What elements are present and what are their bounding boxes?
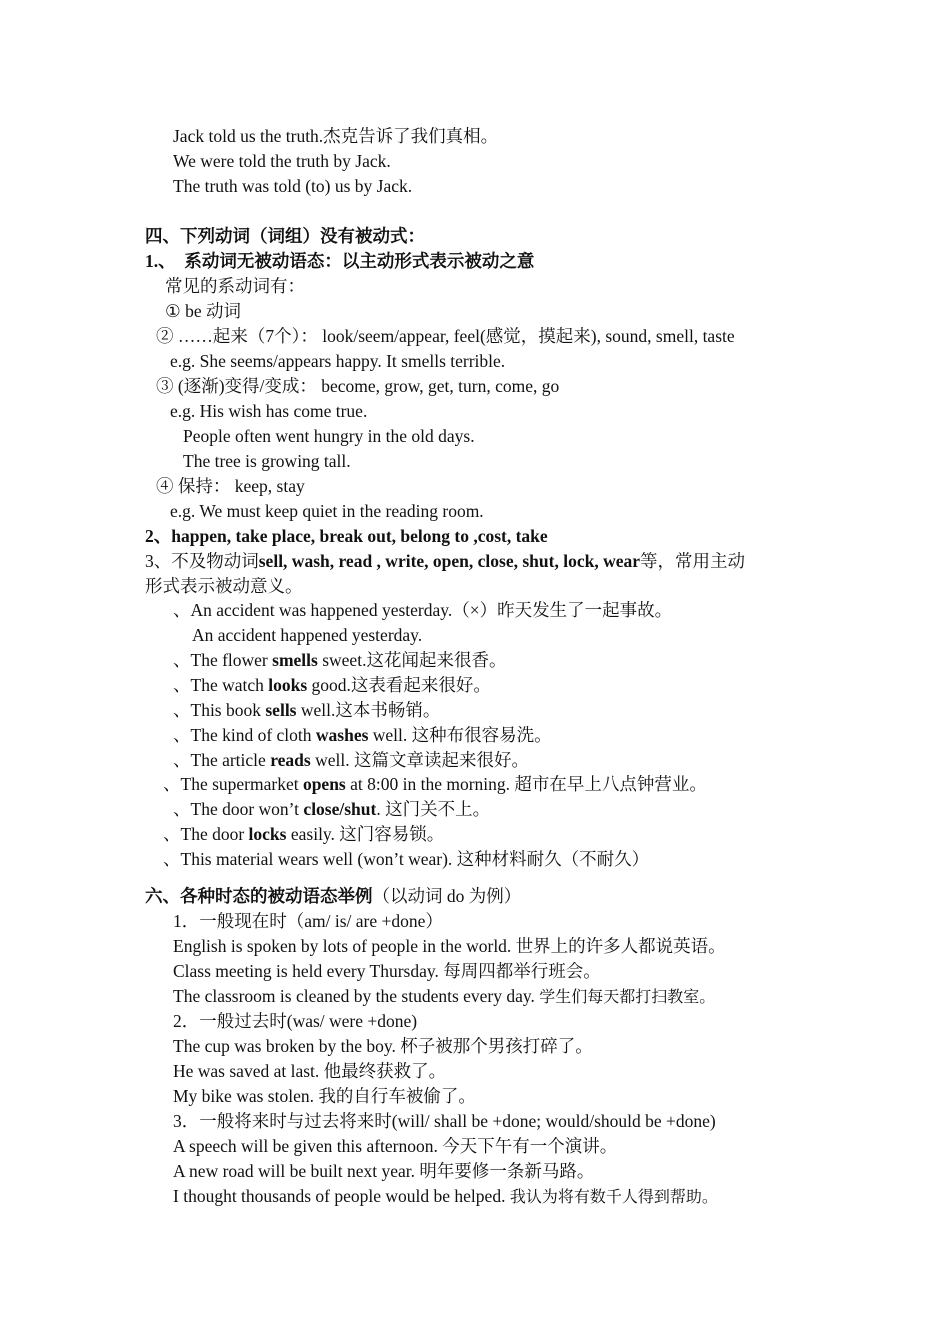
bold-segment: looks	[268, 675, 308, 695]
text-segment: I thought thousands of people would be helped.	[173, 1186, 510, 1206]
example-line	[163, 772, 707, 796]
text-segment: （以动词 do 为例）	[372, 886, 522, 906]
text-segment: 、The watch	[173, 675, 269, 695]
text-segment: . 这门关不上。	[376, 799, 491, 819]
example-line: He was saved at last. 他最终获救了。	[173, 1061, 447, 1081]
example-line	[173, 673, 491, 697]
example-line: 、An accident was happened yesterday.（×）昨天发生了一起事故。	[173, 600, 673, 620]
example-line	[173, 698, 440, 722]
example-line	[173, 984, 715, 1008]
text-segment: good.这表看起来很好。	[307, 675, 491, 695]
bold-segment: close/shut	[303, 799, 377, 819]
text-segment: 3、不及物动词	[145, 551, 259, 571]
text-line: We were told the truth by Jack.	[173, 151, 391, 171]
subsection-heading: 1.、 系动词无被动语态：以主动形式表示被动之意	[145, 251, 535, 271]
text-segment: 、The article	[173, 750, 271, 770]
example-line: e.g. His wish has come true.	[170, 401, 368, 421]
text-segment: 等，常用主动	[640, 551, 745, 571]
section-heading	[145, 884, 521, 908]
example-line: The cup was broken by the boy. 杯子被那个男孩打碎了。	[173, 1036, 593, 1056]
text-segment: easily. 这门容易锁。	[286, 824, 445, 844]
example-line: People often went hungry in the old days.	[183, 426, 475, 446]
text-segment: 、This book	[173, 700, 266, 720]
subsection-heading: 1．一般现在时（am/ is/ are +done）	[173, 911, 443, 931]
text-segment: sweet.这花闻起来很香。	[317, 650, 507, 670]
example-line: Class meeting is held every Thursday. 每周四都举行班会。	[173, 961, 601, 981]
bold-segment: locks	[248, 824, 287, 844]
text-line: 常见的系动词有：	[165, 276, 305, 296]
text-segment: 、The door won’t	[173, 799, 304, 819]
bold-segment: opens	[302, 774, 346, 794]
text-segment: 、The kind of cloth	[173, 725, 316, 745]
list-item: ③ (逐渐)变得/变成： become, grow, get, turn, come, go	[156, 376, 560, 396]
example-line: e.g. We must keep quiet in the reading room.	[170, 501, 484, 521]
example-line	[173, 748, 529, 772]
bold-segment: sell, wash, read , write, open, close, shut, lock, wear	[258, 551, 640, 571]
example-line	[163, 822, 444, 846]
subsection-heading: 2．一般过去时(was/ were +done)	[173, 1011, 418, 1031]
list-item: ② ……起来（7个）： look/seem/appear, feel(感觉，摸起来), sound, smell, taste	[156, 326, 735, 346]
example-line: 、This material wears well (won’t wear). 这种材料耐久（不耐久）	[163, 849, 650, 869]
text-segment: well. 这篇文章读起来很好。	[310, 750, 529, 770]
text-segment: 、The flower	[173, 650, 273, 670]
text-line: 形式表示被动意义。	[145, 576, 303, 596]
section-heading: 四、下列动词（词组）没有被动式：	[145, 226, 425, 246]
example-line: My bike was stolen. 我的自行车被偷了。	[173, 1086, 476, 1106]
list-item: ① be 动词	[165, 301, 241, 321]
text-line: Jack told us the truth.杰克告诉了我们真相。	[173, 126, 499, 146]
text-segment: 、The supermarket	[163, 774, 303, 794]
text-segment: at 8:00 in the morning. 超市在早上八点钟营业。	[345, 774, 707, 794]
text-line	[145, 549, 745, 573]
subsection-heading: 2、happen, take place, break out, belong to ,cost, take	[145, 526, 548, 546]
example-line: e.g. She seems/appears happy. It smells terrible.	[170, 351, 506, 371]
example-line: The tree is growing tall.	[183, 451, 351, 471]
text-segment: well.这本书畅销。	[296, 700, 441, 720]
bold-segment: 六、各种时态的被动语态举例	[145, 886, 373, 906]
text-segment: 学生们每天都打扫教室。	[539, 989, 716, 1006]
text-segment: well. 这种布很容易洗。	[368, 725, 552, 745]
bold-segment: smells	[272, 650, 318, 670]
list-item: ④ 保持： keep, stay	[156, 476, 305, 496]
text-segment: The classroom is cleaned by the students every day.	[173, 986, 540, 1006]
example-line: An accident happened yesterday.	[192, 625, 423, 645]
example-line	[173, 648, 506, 672]
text-segment: 我认为将有数千人得到帮助。	[509, 1189, 718, 1206]
example-line: English is spoken by lots of people in the world. 世界上的许多人都说英语。	[173, 936, 726, 956]
bold-segment: washes	[315, 725, 369, 745]
subsection-heading: 3．一般将来时与过去将来时(will/ shall be +done; would/should be +done)	[173, 1111, 716, 1131]
example-line: A new road will be built next year. 明年要修一条新马路。	[173, 1161, 595, 1181]
text-line: The truth was told (to) us by Jack.	[173, 176, 413, 196]
example-line	[173, 723, 552, 747]
example-line: A speech will be given this afternoon. 今天下午有一个演讲。	[173, 1136, 618, 1156]
example-line	[173, 1184, 718, 1208]
bold-segment: sells	[265, 700, 297, 720]
example-line	[173, 797, 490, 821]
bold-segment: reads	[270, 750, 311, 770]
text-segment: 、The door	[163, 824, 249, 844]
